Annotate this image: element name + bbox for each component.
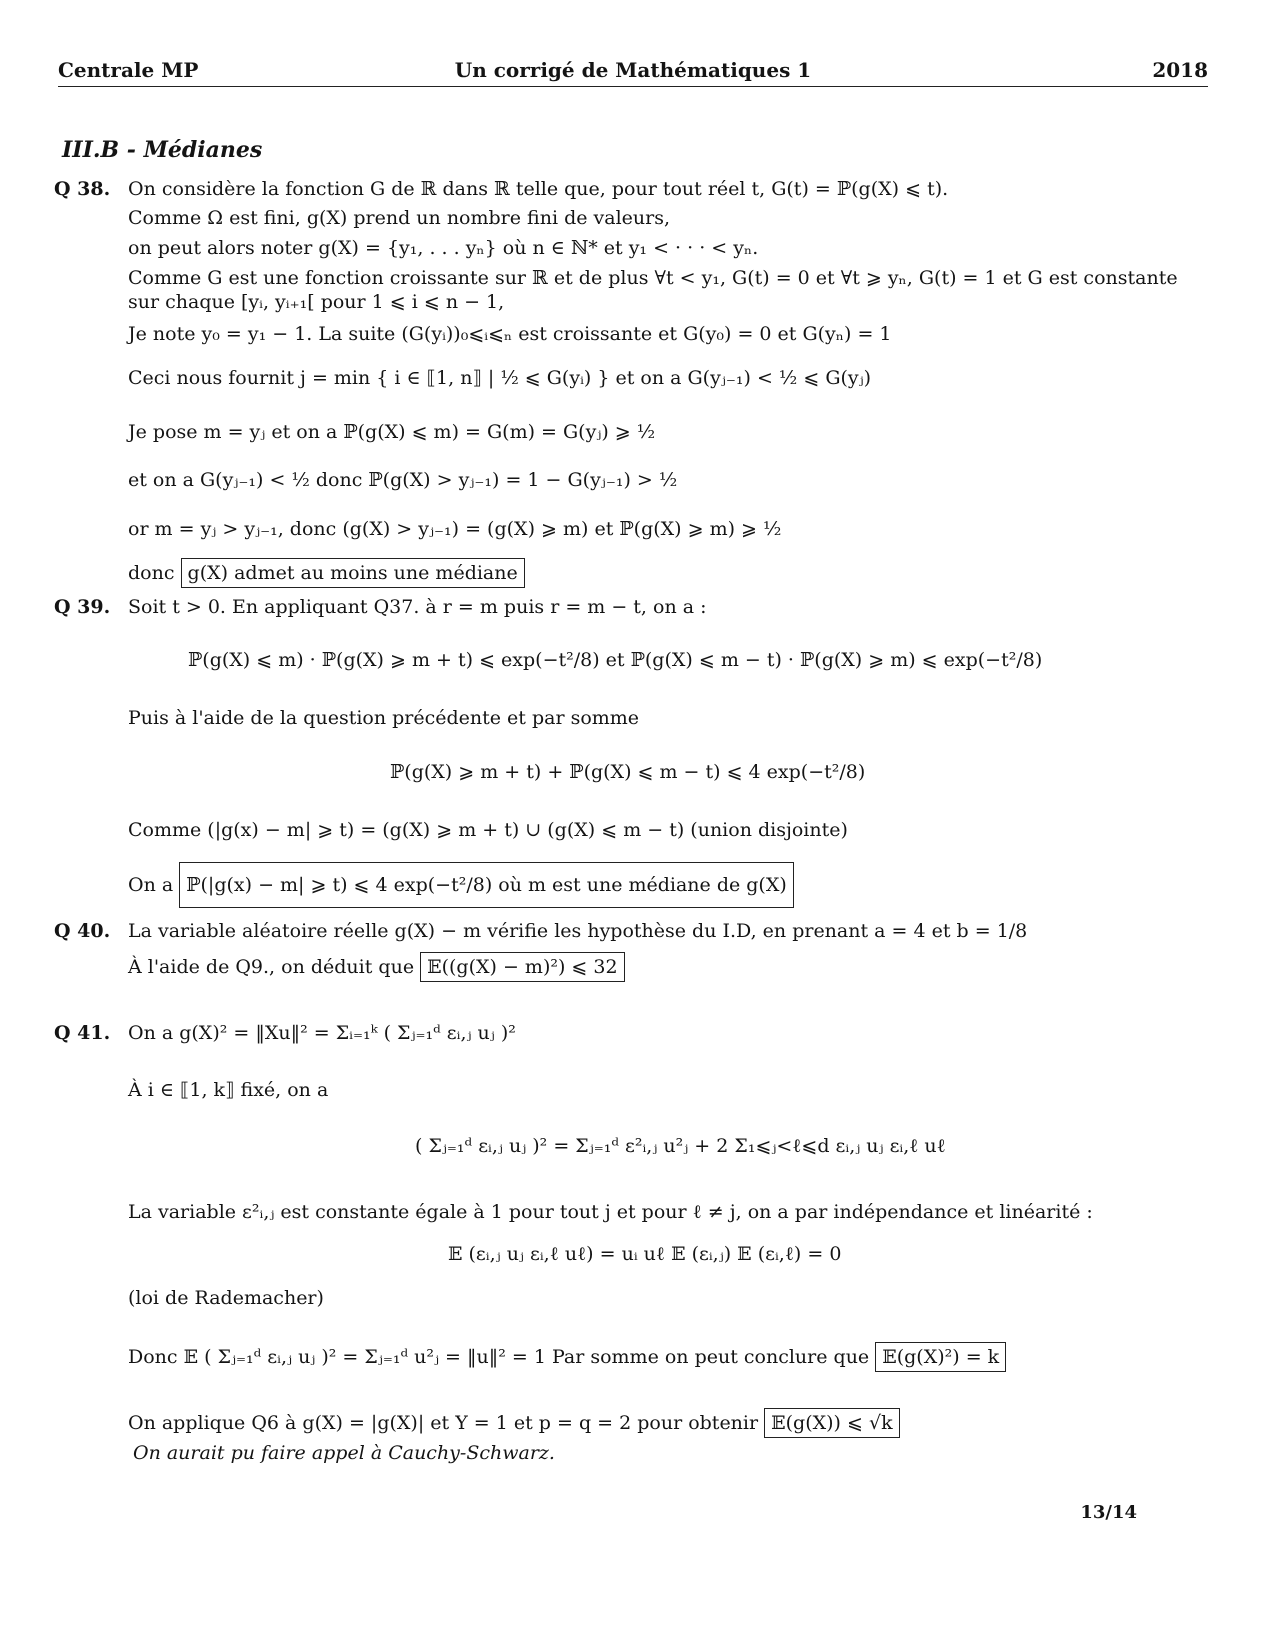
q41-label: Q 41. (54, 1022, 111, 1044)
q39-result-box: ℙ(|g(x) − m| ⩾ t) ⩽ 4 exp(−t²/8) où m est une médiane de g(X) (179, 862, 794, 908)
q38-label: Q 38. (54, 178, 111, 200)
q39-line4 (128, 862, 794, 908)
q41-line1: On a g(X)² = ‖Xu‖² = Σᵢ₌₁ᵏ ( Σⱼ₌₁ᵈ εᵢ,ⱼ uⱼ )² (128, 1022, 516, 1044)
q41-result-box1: 𝔼(g(X)²) = k (875, 1342, 1006, 1372)
q39-line2: Puis à l'aide de la question précédente et par somme (128, 707, 640, 729)
q38-line10 (128, 558, 525, 588)
q40-line2 (128, 952, 625, 982)
q40-line1: La variable aléatoire réelle g(X) − m vérifie les hypothèse du I.D, en prenant a = 4 et b = 1/8 (128, 920, 1028, 942)
q38-result-box: g(X) admet au moins une médiane (181, 558, 525, 588)
q40-result-box: 𝔼((g(X) − m)²) ⩽ 32 (420, 952, 624, 982)
q41-line5 (128, 1342, 1006, 1372)
q41-line5-text: Donc 𝔼 ( Σⱼ₌₁ᵈ εᵢ,ⱼ uⱼ )² = Σⱼ₌₁ᵈ u²ⱼ = ‖u‖² = 1 Par somme on peut conclure que (128, 1346, 870, 1368)
q38-line2: Comme Ω est fini, g(X) prend un nombre fini de valeurs, (128, 207, 671, 229)
q38-line1: On considère la fonction G de ℝ dans ℝ telle que, pour tout réel t, G(t) = ℙ(g(X) ⩽ t). (128, 178, 949, 200)
page-number: 13/14 (1080, 1502, 1137, 1523)
q41-note: On aurait pu faire appel à Cauchy-Schwarz. (133, 1442, 555, 1464)
q38-line6 (128, 366, 871, 390)
q38-line7: Je pose m = yⱼ et on a ℙ(g(X) ⩽ m) = G(m) = G(yⱼ) ⩾ ½ (128, 421, 656, 443)
q38-line3: on peut alors noter g(X) = {y₁, . . . yₙ} où n ∈ ℕ* et y₁ < · · · < yₙ. (128, 237, 759, 259)
q38-line5: Je note y₀ = y₁ − 1. La suite (G(yᵢ))₀⩽ᵢ⩽ₙ est croissante et G(y₀) = 0 et G(yₙ) = 1 (128, 323, 892, 345)
q38-line9: or m = yⱼ > yⱼ₋₁, donc (g(X) > yⱼ₋₁) = (g(X) ⩾ m) et ℙ(g(X) ⩾ m) ⩾ ½ (128, 518, 782, 540)
header-year: 2018 (1152, 58, 1208, 82)
q39-line4-text: On a (128, 874, 174, 896)
q39-line1: Soit t > 0. En appliquant Q37. à r = m puis r = m − t, on a : (128, 596, 707, 618)
q38-line6-set: { i ∈ ⟦1, n⟧ | ½ ⩽ G(yᵢ) } (376, 367, 610, 389)
q38-line10-text: donc (128, 562, 175, 584)
q38-line6-b: et on a G(yⱼ₋₁) < ½ ⩽ G(yⱼ) (615, 367, 872, 389)
q38-line8: et on a G(yⱼ₋₁) < ½ donc ℙ(g(X) > yⱼ₋₁) = 1 − G(yⱼ₋₁) > ½ (128, 469, 678, 491)
q40-label: Q 40. (54, 920, 111, 942)
q41-line6 (128, 1408, 900, 1438)
q39-display1: ℙ(g(X) ⩽ m) · ℙ(g(X) ⩾ m + t) ⩽ exp(−t²/8) et ℙ(g(X) ⩽ m − t) · ℙ(g(X) ⩾ m) ⩽ exp(−t²/8) (188, 649, 1043, 671)
q41-line6-text: On applique Q6 à g(X) = |g(X)| et Y = 1 et p = q = 2 pour obtenir (128, 1412, 759, 1434)
header-left: Centrale MP (58, 58, 199, 82)
q41-line4: (loi de Rademacher) (128, 1287, 324, 1309)
section-title: III.B - Médianes (62, 137, 263, 163)
q39-label: Q 39. (54, 596, 111, 618)
q40-line2-text: À l'aide de Q9., on déduit que (128, 956, 415, 978)
q38-line6-a: Ceci nous fournit j = min (128, 367, 371, 389)
q41-line2: À i ∈ ⟦1, k⟧ fixé, on a (128, 1079, 329, 1101)
q41-result-box2: 𝔼(g(X)) ⩽ √k (764, 1408, 899, 1438)
q41-line3: La variable ε²ᵢ,ⱼ est constante égale à 1 pour tout j et pour ℓ ≠ j, on a par indépendance et linéarité : (128, 1201, 1093, 1223)
q41-display2: 𝔼 (εᵢ,ⱼ uⱼ εᵢ,ℓ uℓ) = uᵢ uℓ 𝔼 (εᵢ,ⱼ) 𝔼 (εᵢ,ℓ) = 0 (448, 1243, 842, 1265)
page-header (58, 54, 1208, 87)
q39-display2: ℙ(g(X) ⩾ m + t) + ℙ(g(X) ⩽ m − t) ⩽ 4 exp(−t²/8) (390, 761, 866, 783)
q41-display1: ( Σⱼ₌₁ᵈ εᵢ,ⱼ uⱼ )² = Σⱼ₌₁ᵈ ε²ᵢ,ⱼ u²ⱼ + 2 Σ₁⩽ⱼ<ℓ⩽d εᵢ,ⱼ uⱼ εᵢ,ℓ uℓ (415, 1135, 946, 1157)
header-title: Un corrigé de Mathématiques 1 (454, 58, 812, 82)
q39-line3: Comme (|g(x) − m| ⩾ t) = (g(X) ⩾ m + t) ∪ (g(X) ⩽ m − t) (union disjointe) (128, 819, 848, 841)
q38-line4: Comme G est une fonction croissante sur ℝ et de plus ∀t < y₁, G(t) = 0 et ∀t ⩾ yₙ, G(t) = 1 et G est constante sur chaque [yᵢ, yᵢ₊₁[ pour 1 ⩽ i ⩽ n − 1, (128, 267, 1178, 313)
